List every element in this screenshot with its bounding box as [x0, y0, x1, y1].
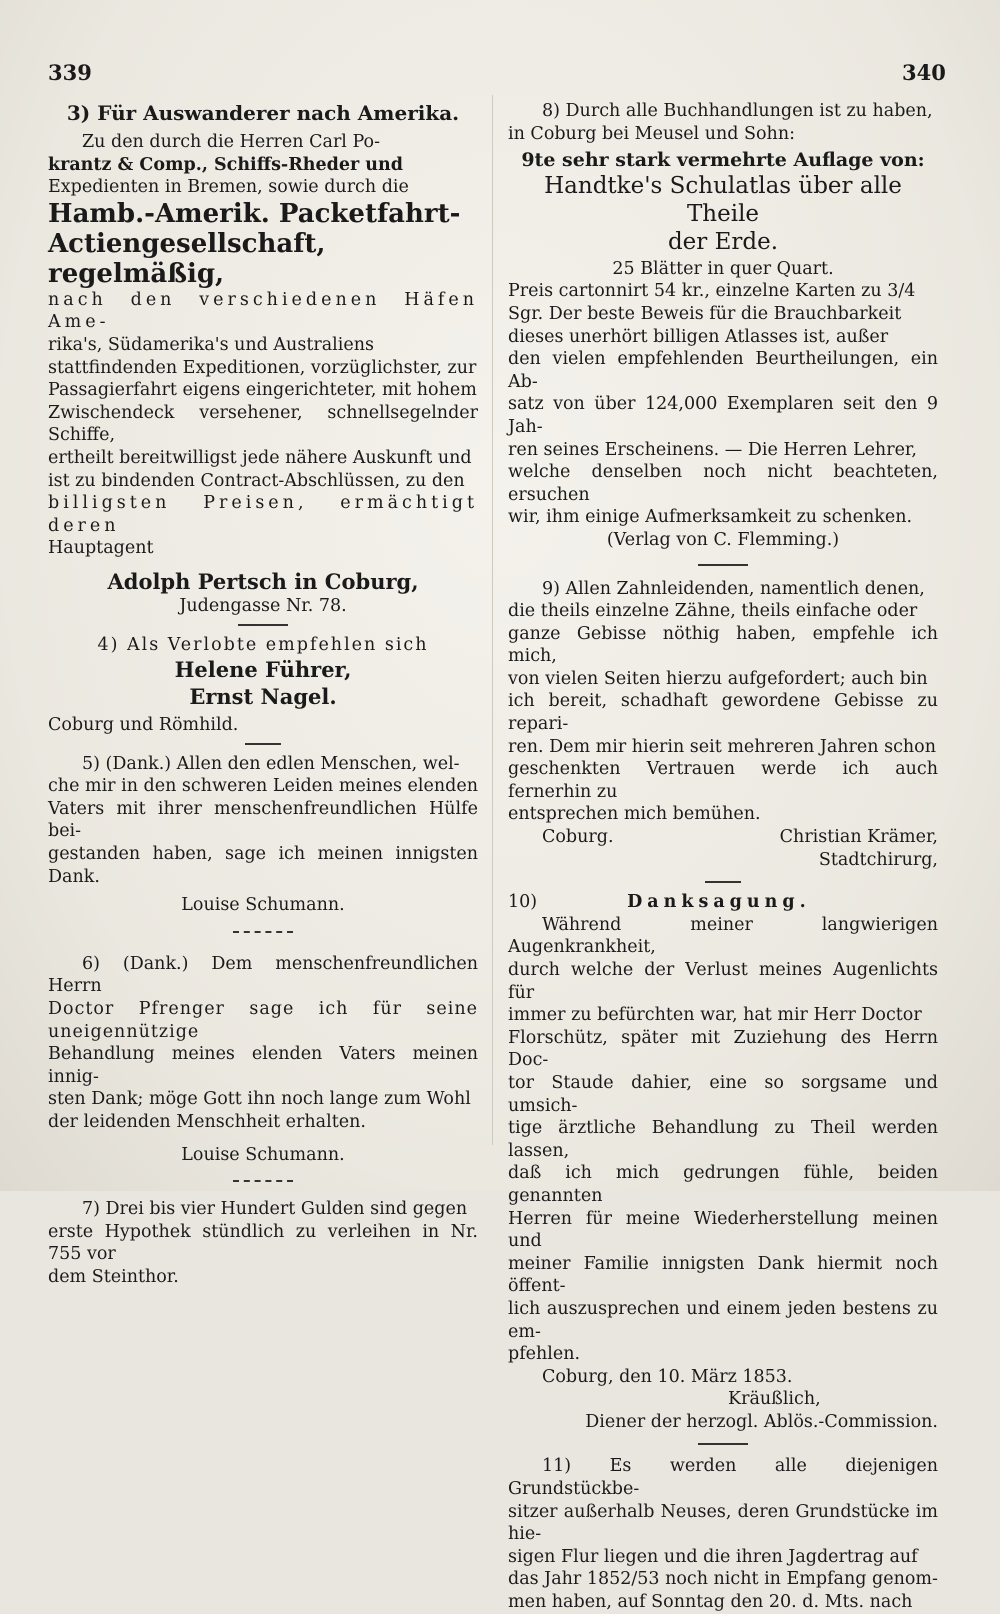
ad-3-line: nach den verschiedenen Häfen Ame-	[48, 289, 478, 333]
ad-9-signature: Christian Krämer,	[779, 827, 938, 848]
ad-8-line: welche denselben noch nicht beachteten, ersuchen	[508, 462, 938, 505]
ad-8-line: satz von über 124,000 Exemplaren seit den 9 Jah-	[508, 394, 938, 437]
ad-11-line: sigen Flur liegen und die ihren Jagdertrag auf	[508, 1546, 918, 1567]
ad-3-line: billigsten Preisen, ermächtigt deren	[48, 493, 478, 536]
ad-3-line: Hauptagent	[48, 538, 154, 559]
ad-8-line: Handtke's Schulatlas über alle Theile	[544, 172, 902, 227]
ad-3-line: Passagierfahrt eigens eingerichteter, mit hohem	[48, 380, 477, 401]
ad-10-line: Während meiner langwierigen Augenkrankheit,	[508, 914, 938, 958]
ad-3-line: ist zu bindenden Contract-Abschlüssen, zu den	[48, 470, 465, 491]
right-page-number: 340	[902, 60, 946, 85]
ad-8-line: ren seines Erscheinens. — Die Herren Lehrer,	[508, 439, 917, 460]
separator-rule	[698, 564, 748, 566]
ad-3-heading: 3) Für Auswanderer nach Amerika.	[66, 101, 460, 125]
ad-8-line: den vielen empfehlenden Beurtheilungen, ein Ab-	[508, 349, 938, 392]
ad-8-line: 8) Durch alle Buchhandlungen ist zu haben,	[542, 101, 933, 121]
ad-10-line: tor Staude dahier, eine so sorgsame und umsich-	[508, 1072, 938, 1116]
ad-3-line: krantz & Comp., Schiffs-Rheder und	[48, 154, 403, 175]
ad-9-place: Coburg.	[542, 827, 614, 848]
ad-7-line: erste Hypothek stündlich zu verleihen in Nr. 755 vor	[48, 1221, 478, 1265]
ad-5-line: gestanden haben, sage ich meinen innigsten Dank.	[48, 844, 478, 887]
separator-rule	[233, 931, 293, 933]
ad-8-publisher: (Verlag von C. Flemming.)	[606, 529, 840, 550]
ad-6-line: Doctor Pfrenger sage ich für seine uneigennützige	[48, 999, 478, 1042]
ad-10-signature: Kräußlich,	[728, 1389, 821, 1410]
ad-8-line: 25 Blätter in quer Quart.	[612, 258, 834, 279]
ad-10-line: Herren für meine Wiederherstellung meinen und	[508, 1208, 938, 1252]
ad-3-emigrants	[48, 100, 478, 618]
ad-9-line: ren. Dem mir hierin seit mehreren Jahren schon	[508, 736, 936, 757]
ad-10-title: Danksagung.	[627, 892, 811, 913]
ad-9-line: ich bereit, schadhaft gewordene Gebisse zu repari-	[508, 691, 938, 735]
ad-9-line: entsprechen mich bemühen.	[508, 804, 761, 825]
ad-9-line: ganze Gebisse nöthig haben, empfehle ich mich,	[508, 623, 938, 667]
ad-3-agent: Adolph Pertsch in Coburg,	[107, 568, 419, 594]
ad-5-line: 5) (Dank.) Allen den edlen Menschen, wel-	[82, 753, 460, 774]
ad-9-line: geschenkten Vertrauen werde ich auch fernerhin zu	[508, 759, 938, 802]
ad-7-mortgage	[48, 1198, 478, 1288]
ad-10-line: Florschütz, später mit Zuziehung des Herrn Doc-	[508, 1027, 938, 1071]
ad-9-line: von vielen Seiten hierzu aufgefordert; auch bin	[508, 668, 928, 689]
separator-rule	[233, 1180, 293, 1182]
ad-9-title: Stadtchirurg,	[818, 849, 938, 870]
ad-4-name: Ernst Nagel.	[189, 684, 337, 710]
ad-11-landowners	[508, 1455, 938, 1613]
ad-4-engagement	[48, 634, 478, 737]
ad-3-line: Hamb.-Amerik. Packetfahrt-	[48, 198, 461, 229]
ad-10-line: meiner Familie innigsten Dank hiermit noch öffent-	[508, 1253, 938, 1297]
ad-10-gratitude	[508, 891, 938, 1433]
ad-9-line: die theils einzelne Zähne, theils einfache oder	[508, 601, 918, 622]
ad-8-line: der Erde.	[667, 228, 779, 255]
ad-6-line: Behandlung meines elenden Vaters meinen innig-	[48, 1044, 478, 1087]
separator-rule	[698, 1443, 748, 1445]
ad-10-number: 10)	[508, 892, 538, 913]
ad-10-line: immer zu befürchten war, hat mir Herr Doctor	[508, 1005, 922, 1026]
ad-6-line: sten Dank; möge Gott ihn noch lange zum Wohl	[48, 1089, 471, 1110]
ad-10-line: pfehlen.	[508, 1344, 581, 1365]
ad-11-line: 11) Es werden alle diejenigen Grundstückbe-	[508, 1456, 938, 1500]
ad-9-line: 9) Allen Zahnleidenden, namentlich denen,	[542, 578, 925, 599]
ad-5-signature: Louise Schumann.	[181, 895, 345, 916]
ad-5-line: Vaters mit ihrer menschenfreundlichen Hülfe bei-	[48, 798, 478, 842]
ad-3-line: Actiengesellschaft, regelmäßig,	[48, 228, 326, 289]
ad-10-line: daß ich mich gedrungen fühle, beiden genannten	[508, 1163, 938, 1206]
ad-7-line: 7) Drei bis vier Hundert Gulden sind gegen	[82, 1199, 468, 1220]
ad-3-address: Judengasse Nr. 78.	[179, 595, 347, 616]
ad-3-line: Expedienten in Bremen, sowie durch die	[48, 177, 409, 198]
ad-9-signature-row	[508, 826, 938, 849]
ad-10-heading-row	[508, 891, 938, 914]
separator-rule	[238, 624, 288, 626]
left-page-number: 339	[48, 60, 92, 85]
ad-3-line: Zwischendeck versehener, schnellsegelnder Schiffe,	[48, 402, 478, 446]
ad-4-name: Helene Führer,	[174, 657, 352, 683]
ad-5-thanks	[48, 753, 478, 917]
ad-8-line: Preis cartonnirt 54 kr., einzelne Karten zu 3/4	[508, 281, 916, 302]
ad-6-line: der leidenden Menschheit erhalten.	[48, 1112, 366, 1132]
separator-rule	[245, 743, 281, 745]
ad-10-line: durch welche der Verlust meines Augenlichts für	[508, 960, 938, 1003]
ad-4-place: Coburg und Römhild.	[48, 715, 239, 736]
ad-6-line: 6) (Dank.) Dem menschenfreundlichen Herrn	[48, 953, 478, 997]
ad-3-line: ertheilt bereitwilligst jede nähere Auskunft und	[48, 447, 472, 468]
separator-rule	[705, 881, 741, 883]
ad-11-line: das Jahr 1852/53 noch nicht in Empfang genom-	[508, 1569, 938, 1590]
ad-11-line: men haben, auf Sonntag den 20. d. Mts. nach	[508, 1592, 913, 1613]
ad-10-signature-title: Diener der herzogl. Ablös.-Commission.	[585, 1411, 938, 1432]
right-column	[508, 100, 938, 1614]
ad-8-line: Sgr. Der beste Beweis für die Brauchbarkeit	[508, 303, 902, 324]
ad-4-intro: 4) Als Verlobte empfehlen sich	[97, 634, 429, 655]
ad-10-line: lich auszusprechen und einem jeden bestens zu em-	[508, 1298, 938, 1342]
ad-8-line: in Coburg bei Meusel und Sohn:	[508, 123, 795, 144]
ad-8-line: dieses unerhört billigen Atlasses ist, außer	[508, 326, 889, 347]
ad-7-line: dem Steinthor.	[48, 1266, 179, 1287]
ad-3-line: stattfindenden Expeditionen, vorzüglichster, zur	[48, 357, 477, 378]
ad-10-date: Coburg, den 10. März 1853.	[542, 1366, 793, 1387]
ad-9-dentist	[508, 578, 938, 872]
ad-11-line: sitzer außerhalb Neuses, deren Grundstücke im hie-	[508, 1501, 938, 1545]
column-divider	[492, 95, 493, 1145]
ad-10-line: tige ärztliche Behandlung zu Theil werden lassen,	[508, 1118, 938, 1161]
ad-8-line: wir, ihm einige Aufmerksamkeit zu schenken.	[508, 507, 913, 528]
ad-3-line: rika's, Südamerika's und Australiens	[48, 334, 374, 355]
ad-3-line: Zu den durch die Herren Carl Po-	[82, 132, 380, 152]
left-column	[48, 100, 478, 1289]
ad-8-atlas	[508, 100, 938, 552]
ad-5-line: che mir in den schweren Leiden meines elenden	[48, 776, 478, 797]
ad-6-thanks	[48, 953, 478, 1166]
ad-6-signature: Louise Schumann.	[181, 1144, 345, 1165]
ad-8-line: 9te sehr stark vermehrte Auflage von:	[521, 149, 925, 172]
